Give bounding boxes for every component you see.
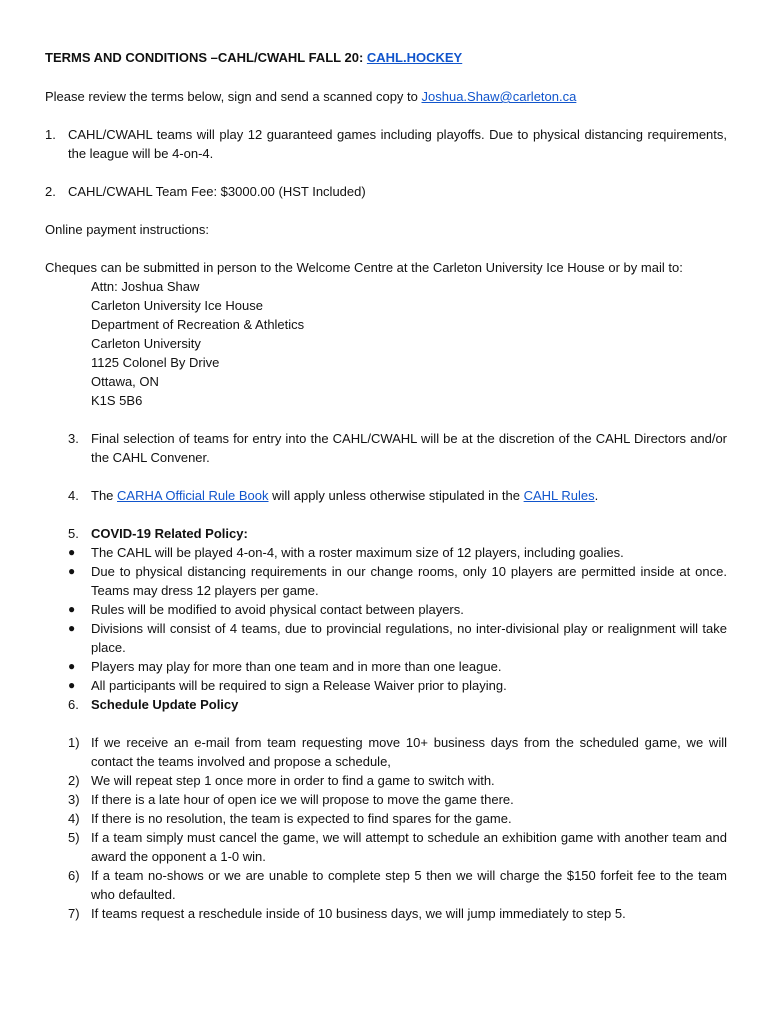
- term-text: Final selection of teams for entry into the CAHL/CWAHL will be at the discretion of the CAHL Directors and/or the CAHL Convener.: [91, 431, 727, 465]
- carha-rule-book-link[interactable]: CARHA Official Rule Book: [117, 488, 269, 503]
- bullet-icon: ●: [68, 545, 76, 559]
- email-link[interactable]: Joshua.Shaw@carleton.ca: [421, 89, 577, 104]
- term-number: 2.: [45, 184, 56, 199]
- term-text: CAHL/CWAHL Team Fee: $3000.00 (HST Included): [68, 184, 366, 199]
- list-item: 1) If we receive an e-mail from team requesting move 10+ business days from the scheduled game, we will contact the teams involved and propose a schedule,: [68, 735, 727, 769]
- schedule-steps-list: [45, 733, 727, 923]
- document-page: [45, 48, 727, 923]
- address-line: Ottawa, ON: [91, 374, 159, 389]
- title-text: TERMS AND CONDITIONS –CAHL/CWAHL FALL 20:: [45, 50, 367, 65]
- term-number: 5.: [68, 526, 79, 541]
- term-number: 6.: [68, 697, 79, 712]
- cahl-rules-link[interactable]: CAHL Rules: [523, 488, 595, 503]
- list-item: 5) If a team simply must cancel the game, we will attempt to schedule an exhibition game with another team and award the opponent a 1-0 win.: [68, 830, 727, 864]
- mailing-address: [45, 277, 727, 410]
- term-item-2: [45, 182, 727, 201]
- bullet-icon: ●: [68, 564, 76, 578]
- list-item: ● Rules will be modified to avoid physical contact between players.: [68, 602, 464, 617]
- term-text: CAHL/CWAHL teams will play 12 guaranteed games including playoffs. Due to physical distancing requirements, the league will be 4-on-4.: [68, 127, 727, 161]
- list-item: 3) If there is a late hour of open ice we will propose to move the game there.: [68, 792, 514, 807]
- term-item-6: [68, 695, 727, 714]
- list-item: ● Divisions will consist of 4 teams, due to provincial regulations, no inter-divisional play or realignment will take place.: [68, 621, 727, 655]
- list-item: ● The CAHL will be played 4-on-4, with a roster maximum size of 12 players, including goalies.: [68, 545, 624, 560]
- address-line: Department of Recreation & Athletics: [91, 317, 305, 332]
- term-text-part: .: [594, 488, 599, 503]
- bullet-icon: ●: [68, 602, 76, 616]
- cheques-paragraph: Cheques can be submitted in person to the Welcome Centre at the Carleton University Ice House or by mail to:: [45, 260, 683, 275]
- list-item: 4) If there is no resolution, the team is expected to find spares for the game.: [68, 811, 512, 826]
- term-number: 4.: [68, 488, 79, 503]
- document-title: [45, 48, 727, 67]
- schedule-policy-heading: Schedule Update Policy: [91, 697, 239, 712]
- term-number: 3.: [68, 431, 79, 446]
- covid-policy-heading: COVID-19 Related Policy:: [91, 526, 248, 541]
- cahl-hockey-link[interactable]: CAHL.HOCKEY: [366, 50, 463, 65]
- bullet-icon: ●: [68, 678, 76, 692]
- address-line: K1S 5B6: [91, 393, 143, 408]
- address-line: Carleton University Ice House: [91, 298, 263, 313]
- list-item: ● All participants will be required to sign a Release Waiver prior to playing.: [68, 678, 507, 693]
- term-item-1: [45, 125, 727, 163]
- list-item: 7) If teams request a reschedule inside of 10 business days, we will jump immediately to step 5.: [68, 906, 626, 921]
- term-text-part: will apply unless otherwise stipulated in the: [268, 488, 524, 503]
- covid-policy-list: [45, 543, 727, 695]
- intro-text: Please review the terms below, sign and send a scanned copy to: [45, 89, 422, 104]
- intro-paragraph: [45, 87, 727, 106]
- term-item-3: [68, 429, 727, 467]
- term-item-5: [68, 524, 727, 543]
- term-text: [91, 486, 727, 505]
- bullet-icon: ●: [68, 621, 76, 635]
- list-item: 6) If a team no-shows or we are unable to complete step 5 then we will charge the $150 forfeit fee to the team who defaulted.: [68, 868, 727, 902]
- list-item: ● Players may play for more than one team and in more than one league.: [68, 659, 502, 674]
- term-text-part: The: [91, 488, 118, 503]
- list-item: 2) We will repeat step 1 once more in order to find a game to switch with.: [68, 773, 495, 788]
- bullet-icon: ●: [68, 659, 76, 673]
- term-item-4: [68, 486, 727, 505]
- term-number: 1.: [45, 127, 56, 142]
- address-line: 1125 Colonel By Drive: [91, 355, 220, 370]
- address-line: Carleton University: [91, 336, 201, 351]
- online-payment-label: Online payment instructions:: [45, 222, 210, 237]
- address-line: Attn: Joshua Shaw: [91, 279, 200, 294]
- list-item: ● Due to physical distancing requirements in our change rooms, only 10 players are permitted inside at once. Teams may dress 12 players per game.: [68, 564, 727, 598]
